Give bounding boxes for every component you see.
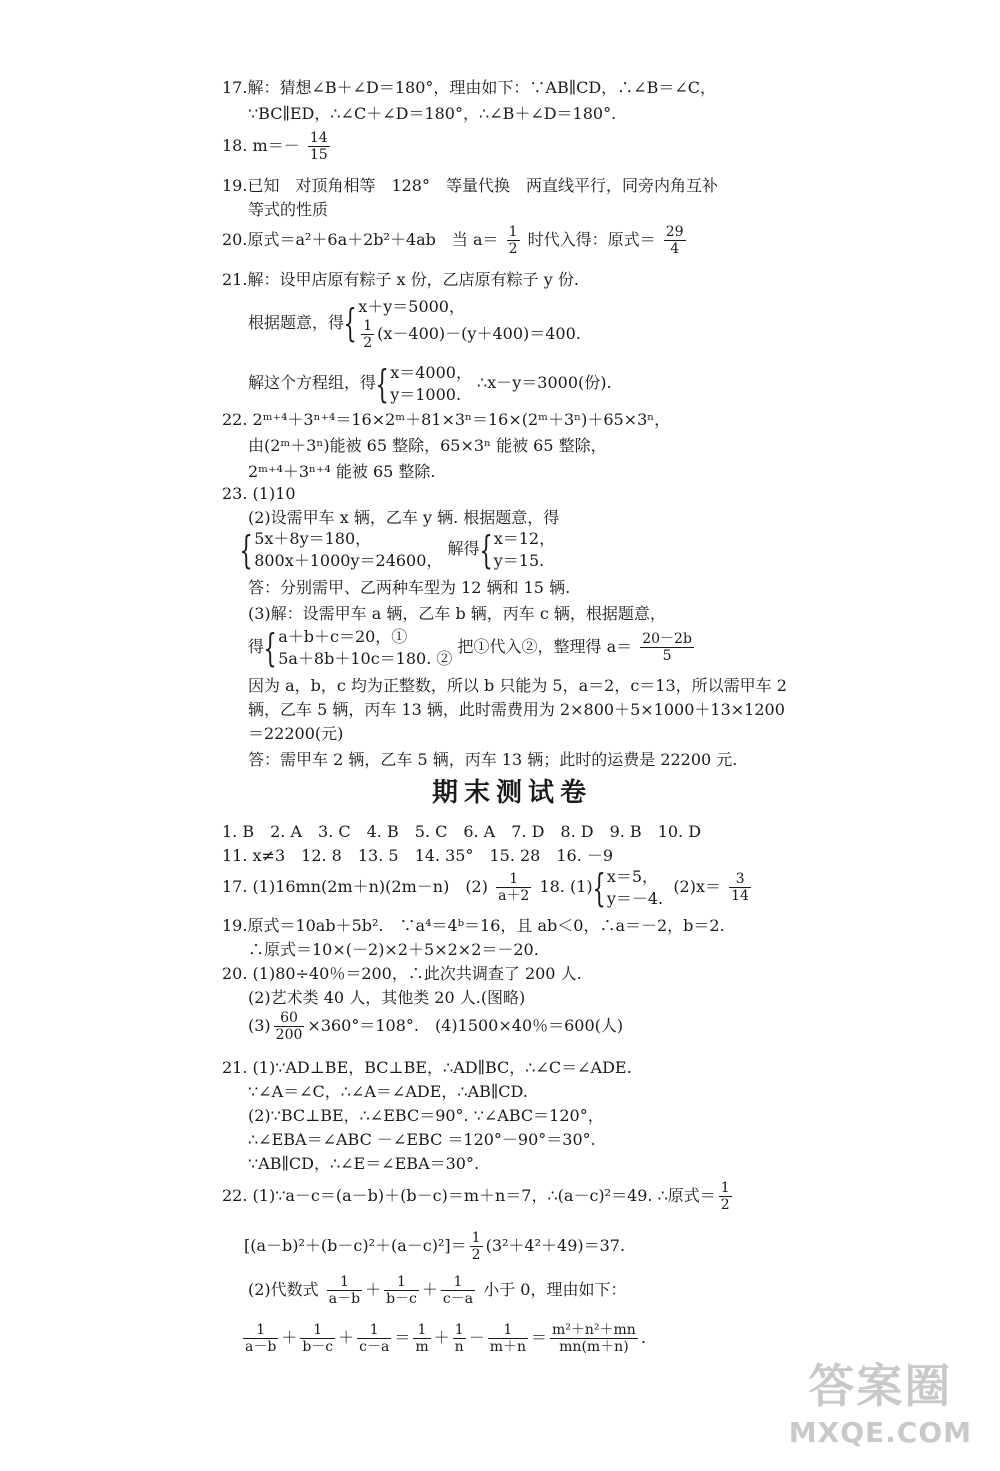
fraction: $\frac{29}{4}$ [665,224,684,258]
answer-22-line3: 2ᵐ⁺⁴＋3ⁿ⁺⁴ 能被 65 整除. [248,462,436,481]
equation-system: 5x＋8y＝180， 800x＋1000y＝24600， [254,529,443,570]
equation-system: x＝5， y＝－4. [606,867,664,908]
equation-system: a＋b＋c＝20，① 5a＋8b＋10c＝180. ② [278,627,453,668]
fraction: $\frac{\text{m²＋n²＋mn}}{mn(m+n)}$ [552,1322,636,1356]
final-answer-20-line1: 20. (1)80÷40％＝200，∴此次共调查了 200 人. [222,964,582,983]
final-answer-19-line1: 19.原式＝10ab＋5b². ∵a⁴＝4ᵇ＝16，且 ab＜0，∴a＝－2，b＝2. [222,916,725,935]
fraction: $\frac{1}{a+2}$ [498,871,530,905]
answer-19-line1: 19.已知 对顶角相等 128° 等量代换 两直线平行，同旁内角互补 [222,176,718,195]
fraction: $\frac{1}{m+n}$ [489,1322,526,1356]
brace-icon: { [239,527,253,572]
answer-23-system2: 得{a＋b＋c＝20，① 5a＋8b＋10c＝180. ② 把①代入②，整理得 a＝ $\frac{20-2b}{5}$ [248,625,692,670]
fraction: $\frac{1}{2}$ [471,1230,481,1264]
fraction: $\frac{3}{14}$ [731,871,749,905]
section-title: 期末测试卷 [432,778,593,808]
brace-icon: { [375,361,389,406]
answer-23-line-j: ＝22200(元) [248,724,344,743]
answer-17-line2: ∵BC∥ED，∴∠C＋∠D＝180°，∴∠B＋∠D＝180°. [248,104,617,123]
answer-23-system: {5x＋8y＝180， 800x＋1000y＝24600， 解得{x＝12， y＝15. [239,527,556,572]
fraction: $\frac{1}{n}$ [454,1322,464,1356]
fraction: $\frac{1}{b-c}$ [302,1322,334,1356]
equation-system: x＝4000， y＝1000. [390,363,472,404]
answer-23-line-ans: 答：分别需甲、乙两种车型为 12 辆和 15 辆. [248,578,571,597]
fraction: $\frac{1}{2}$ [720,1180,730,1214]
final-answer-22-line3: (2)代数式 $\frac{1}{a-b}$ ＋ $\frac{1}{b-c}$ ＋ $\frac{1}{c-a}$ 小于 0，理由如下： [248,1274,627,1308]
final-choice-answers: 1. B 2. A 3. C 4. B 5. C 6. A 7. D 8. D 9. B 10. D [222,822,702,841]
answer-22-line2: 由(2ᵐ＋3ⁿ)能被 65 整除，65×3ⁿ 能被 65 整除， [248,436,607,455]
brace-icon: { [478,527,493,572]
answer-17-line1: 17.解：猜想∠B＋∠D＝180°，理由如下：∵AB∥CD，∴∠B＝∠C， [222,78,716,97]
fraction: $\frac{1}{2}$ [363,317,373,351]
answer-23-line-h: 因为 a，b，c 均为正整数，所以 b 只能为 5，a＝2，c＝13，所以需甲车 2 [248,676,787,695]
answer-20: 20.原式＝a²＋6a＋2b²＋4ab 当 a＝ $\frac{1}{2}$ 时代入得：原式＝ $\frac{29}{4}$ [222,224,684,258]
brace-icon: { [343,301,357,346]
answer-21-system: 根据题意，得{x＋y＝5000， $\frac{1}{2}$ (x－400)－(y＋400)＝400. [248,297,581,351]
fraction: $\frac{1}{c-a}$ [359,1322,390,1356]
fraction: $\frac{1}{c-a}$ [442,1274,474,1308]
final-answer-20-line3: (3) $\frac{60}{200}$ ×360°＝108°. (4)1500×40％＝600(人) [248,1010,624,1044]
answer-23-part3: (3)解：设需甲车 a 辆，乙车 b 辆，丙车 c 辆，根据题意， [248,604,666,623]
final-answer-19-line2: ∴原式＝10×(－2)×2＋5×2×2＝－20. [248,940,539,959]
final-answer-21-line3: (2)∵BC⊥BE，∴∠EBC＝90°. ∵∠ABC＝120°， [248,1106,604,1125]
brace-icon: { [263,625,277,670]
final-answer-22-line1: 22. (1)∵a－c＝(a－b)＋(b－c)＝m＋n＝7，∴(a－c)²＝49. ∴原式＝ $\frac{1}{2}$ [222,1180,730,1214]
equation-system: x＝12， y＝15. [493,529,556,570]
answer-22-line1: 22. 2ᵐ⁺⁴＋3ⁿ⁺⁴＝16×2ᵐ＋81×3ⁿ＝16×(2ᵐ＋3ⁿ)＋65×3ⁿ， [222,410,671,429]
answer-23-part1: 23. (1)10 [222,484,296,503]
fraction: $\frac{60}{200}$ [275,1010,303,1044]
brace-icon: { [592,865,606,910]
final-answer-22-line4: $\frac{1}{a-b}$ ＋ $\frac{1}{b-c}$ ＋ $\frac{1}{c-a}$ ＝ $\frac{1}{m}$ ＋ $\frac{1}{n}$ － $\frac{1}{m+n}$ ＝ $\frac{\text{m²＋n²＋mn}}{mn(m+n)}$ . [245,1322,646,1356]
answer-23-line-i: 辆，乙车 5 辆，丙车 13 辆，此时需费用为 2×800＋5×1000＋13×1200 [248,700,785,719]
final-fill-answers: 11. x≠3 12. 8 13. 5 14. 35° 15. 28 16. －9 [222,846,614,865]
answer-21-solution: 解这个方程组，得{x＝4000， y＝1000. ∴x－y＝3000(份). [248,361,612,406]
final-answer-21-line4: ∴∠EBA＝∠ABC －∠EBC ＝120°－90°＝30°. [248,1130,596,1149]
fraction: $\frac{1}{2}$ [508,224,518,258]
fraction: $\frac{1}{a-b}$ [245,1322,277,1356]
fraction: $\frac{1}{b-c}$ [386,1274,417,1308]
watermark-url: MXQE.COM [788,1416,972,1449]
final-answer-21-line1: 21. (1)∵AD⊥BE，BC⊥BE，∴AD∥BC，∴∠C＝∠ADE. [222,1058,632,1077]
equation-system: x＋y＝5000， $\frac{1}{2}$ (x－400)－(y＋400)＝400. [358,297,581,351]
watermark-logo: 答案圈 [808,1359,953,1413]
fraction: $\frac{14}{15}$ [309,130,328,164]
fraction: $\frac{1}{a-b}$ [328,1274,361,1308]
answer-18: 18. m＝－ $\frac{14}{15}$ [222,130,328,164]
watermark [789,1350,972,1449]
answer-23-line-k: 答：需甲车 2 辆，乙车 5 辆，丙车 13 辆；此时的运费是 22200 元. [248,750,738,769]
final-answer-21-line2: ∵∠A＝∠C，∴∠A＝∠ADE，∴AB∥CD. [248,1082,528,1101]
final-answer-22-line2: [(a－b)²＋(b－c)²＋(a－c)²]＝ $\frac{1}{2}$ (3²＋4²＋49)＝37. [244,1230,626,1264]
final-answer-21-line5: ∵AB∥CD，∴∠E＝∠EBA＝30°. [248,1154,480,1173]
fraction: $\frac{1}{m}$ [415,1322,429,1356]
final-answer-17-18: 17. (1)16mn(2m＋n)(2m－n) (2) $\frac{1}{a+2}$ 18. (1){x＝5， y＝－4. (2)x＝ $\frac{3}{14}$ [222,865,749,910]
final-answer-20-line2: (2)艺术类 40 人，其他类 20 人.(图略) [248,988,526,1007]
answer-19-line2: 等式的性质 [248,200,329,219]
answer-23-part2: (2)设需甲车 x 辆，乙车 y 辆. 根据题意，得 [248,508,560,527]
fraction: $\frac{20-2b}{5}$ [642,631,692,665]
answer-21-line1: 21.解：设甲店原有粽子 x 份，乙店原有粽子 y 份. [222,270,579,289]
